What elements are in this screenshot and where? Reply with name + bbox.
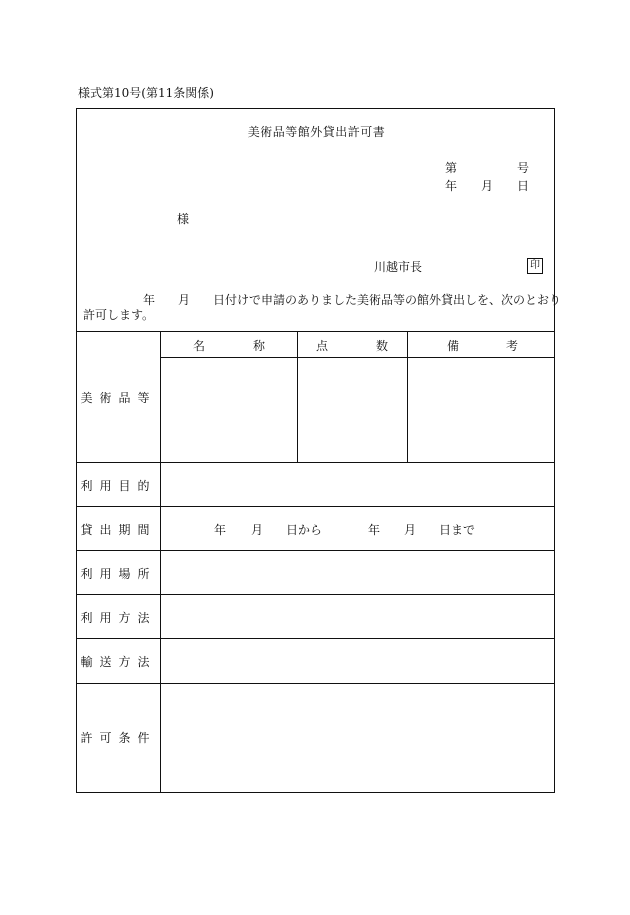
issuer-name: 川越市長 [374, 260, 423, 274]
row-label-purpose: 利用目的 [80, 479, 157, 493]
form-number: 様式第10号(第11条関係) [78, 86, 214, 100]
name-count-divider [297, 331, 298, 462]
permit-table [77, 331, 554, 792]
header-count-1: 点 [316, 339, 329, 353]
header-remarks-1: 備 [447, 339, 460, 353]
row-label-items: 美術品等 [80, 391, 157, 405]
row-rule [77, 462, 554, 463]
statement-line1: 日付けで申請のありました美術品等の館外貸出しを、次のとおり [213, 293, 562, 307]
label-column-rule [160, 331, 161, 792]
row-label-conditions: 許可条件 [80, 731, 157, 745]
addressee-suffix: 様 [177, 212, 190, 226]
header-bottom-rule [160, 357, 554, 358]
row-label-transport: 輸送方法 [80, 655, 157, 669]
row-rule [77, 594, 554, 595]
statement-month: 月 [178, 293, 191, 307]
count-remarks-divider [407, 331, 408, 462]
issue-year: 年 [445, 179, 458, 193]
row-label-period: 貸出期間 [80, 523, 157, 537]
row-rule [77, 506, 554, 507]
statement-line2: 許可します。 [83, 308, 155, 322]
period-from-year: 年 [214, 523, 227, 537]
seal-mark: 印 [527, 258, 543, 274]
row-rule [77, 683, 554, 684]
period-to-day: 日まで [439, 523, 476, 537]
period-from-day: 日から [286, 523, 323, 537]
table-top-border [77, 331, 554, 332]
issue-day: 日 [517, 179, 530, 193]
row-label-method: 利用方法 [80, 611, 157, 625]
row-rule [77, 550, 554, 551]
row-rule [77, 638, 554, 639]
document-title: 美術品等館外貸出許可書 [247, 125, 386, 139]
row-label-place: 利用場所 [80, 567, 157, 581]
header-name-2: 称 [253, 339, 266, 353]
period-to-month: 月 [404, 523, 417, 537]
header-count-2: 数 [376, 339, 389, 353]
header-name-1: 名 [193, 339, 206, 353]
permit-form-frame [76, 108, 562, 793]
statement-year: 年 [143, 293, 156, 307]
issue-number-suffix: 号 [517, 161, 530, 175]
issue-month: 月 [481, 179, 494, 193]
issue-number-prefix: 第 [445, 161, 458, 175]
period-to-year: 年 [368, 523, 381, 537]
period-from-month: 月 [251, 523, 264, 537]
header-remarks-2: 考 [506, 339, 519, 353]
